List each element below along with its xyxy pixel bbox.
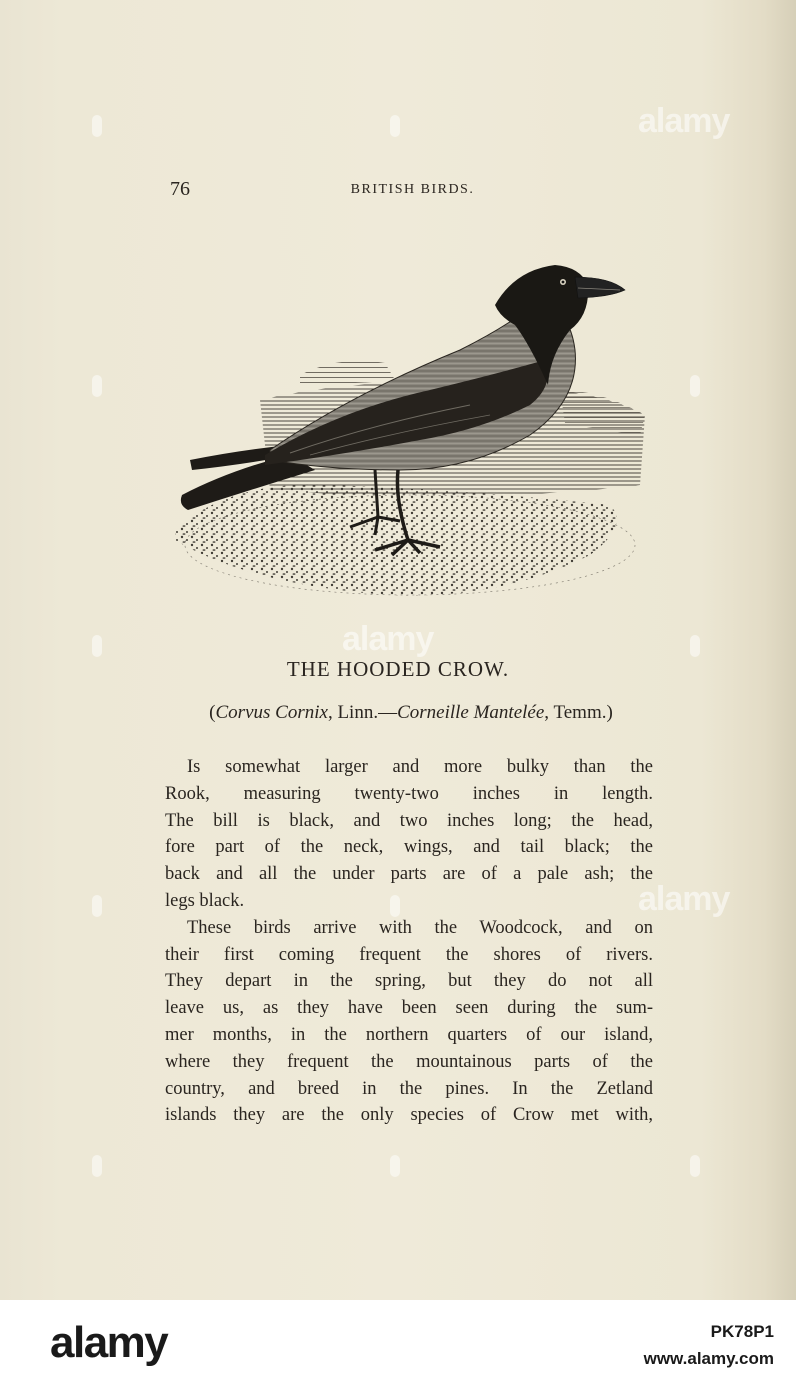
text-line: back and all the under parts are of a pale ash; the xyxy=(165,864,653,885)
site-url: www.alamy.com xyxy=(643,1349,774,1368)
synonymy-open-paren: ( xyxy=(209,702,216,723)
watermark: alamy xyxy=(638,880,730,918)
watermark-dot xyxy=(690,635,700,657)
watermark-dot xyxy=(92,635,102,657)
french-name: Corneille Mantelée xyxy=(397,702,545,723)
text-line: fore part of the neck, wings, and tail black; the xyxy=(165,837,653,858)
book-title: BRITISH BIRDS. xyxy=(350,182,475,197)
text-line: their first coming frequent the shores of rivers. xyxy=(165,944,653,965)
section-title: THE HOODED CROW. xyxy=(286,657,510,681)
watermark-dot xyxy=(390,115,400,137)
species-synonymy xyxy=(165,702,657,724)
watermark-dot xyxy=(92,895,102,917)
authority-linnaeus: , Linn.— xyxy=(327,702,398,723)
watermark-dot xyxy=(690,375,700,397)
crow-beak xyxy=(575,277,625,298)
text-line: They depart in the spring, but they do not all xyxy=(165,971,653,992)
watermark-dot xyxy=(92,1155,102,1177)
text-line: These birds arrive with the Woodcock, and on xyxy=(187,917,653,938)
body-text xyxy=(165,754,653,1129)
text-line: legs black. xyxy=(165,890,245,911)
text-line: islands they are the only species of Crow met with, xyxy=(165,1105,653,1126)
page-number: 76 xyxy=(170,178,190,200)
watermark-dot xyxy=(390,1155,400,1177)
watermark: alamy xyxy=(342,620,434,658)
text-line: leave us, as they have been seen during the sum- xyxy=(165,998,653,1019)
watermark-dot xyxy=(92,115,102,137)
text-line: where they frequent the mountainous parts of the xyxy=(165,1051,653,1072)
watermark-dot xyxy=(690,1155,700,1177)
text-line: The bill is black, and two inches long; the head, xyxy=(165,810,653,831)
alamy-logo: alamy xyxy=(50,1318,168,1367)
foreground-ground xyxy=(175,485,617,596)
watermark-dot xyxy=(390,895,400,917)
watermark-dot xyxy=(92,375,102,397)
text-line: Is somewhat larger and more bulky than the xyxy=(187,757,653,777)
text-line: Rook, measuring twenty-two inches in length. xyxy=(165,783,653,804)
hooded-crow-engraving xyxy=(170,255,650,605)
text-line: country, and breed in the pines. In the Zetland xyxy=(165,1078,653,1099)
authority-temminck: , Temm.) xyxy=(544,702,613,723)
far-shore xyxy=(300,361,395,384)
scientific-name: Corvus Cornix xyxy=(215,702,328,723)
running-head xyxy=(165,178,655,204)
image-id: PK78P1 xyxy=(710,1322,774,1341)
text-line: mer months, in the northern quarters of our island, xyxy=(165,1024,653,1045)
watermark: alamy xyxy=(638,102,730,140)
